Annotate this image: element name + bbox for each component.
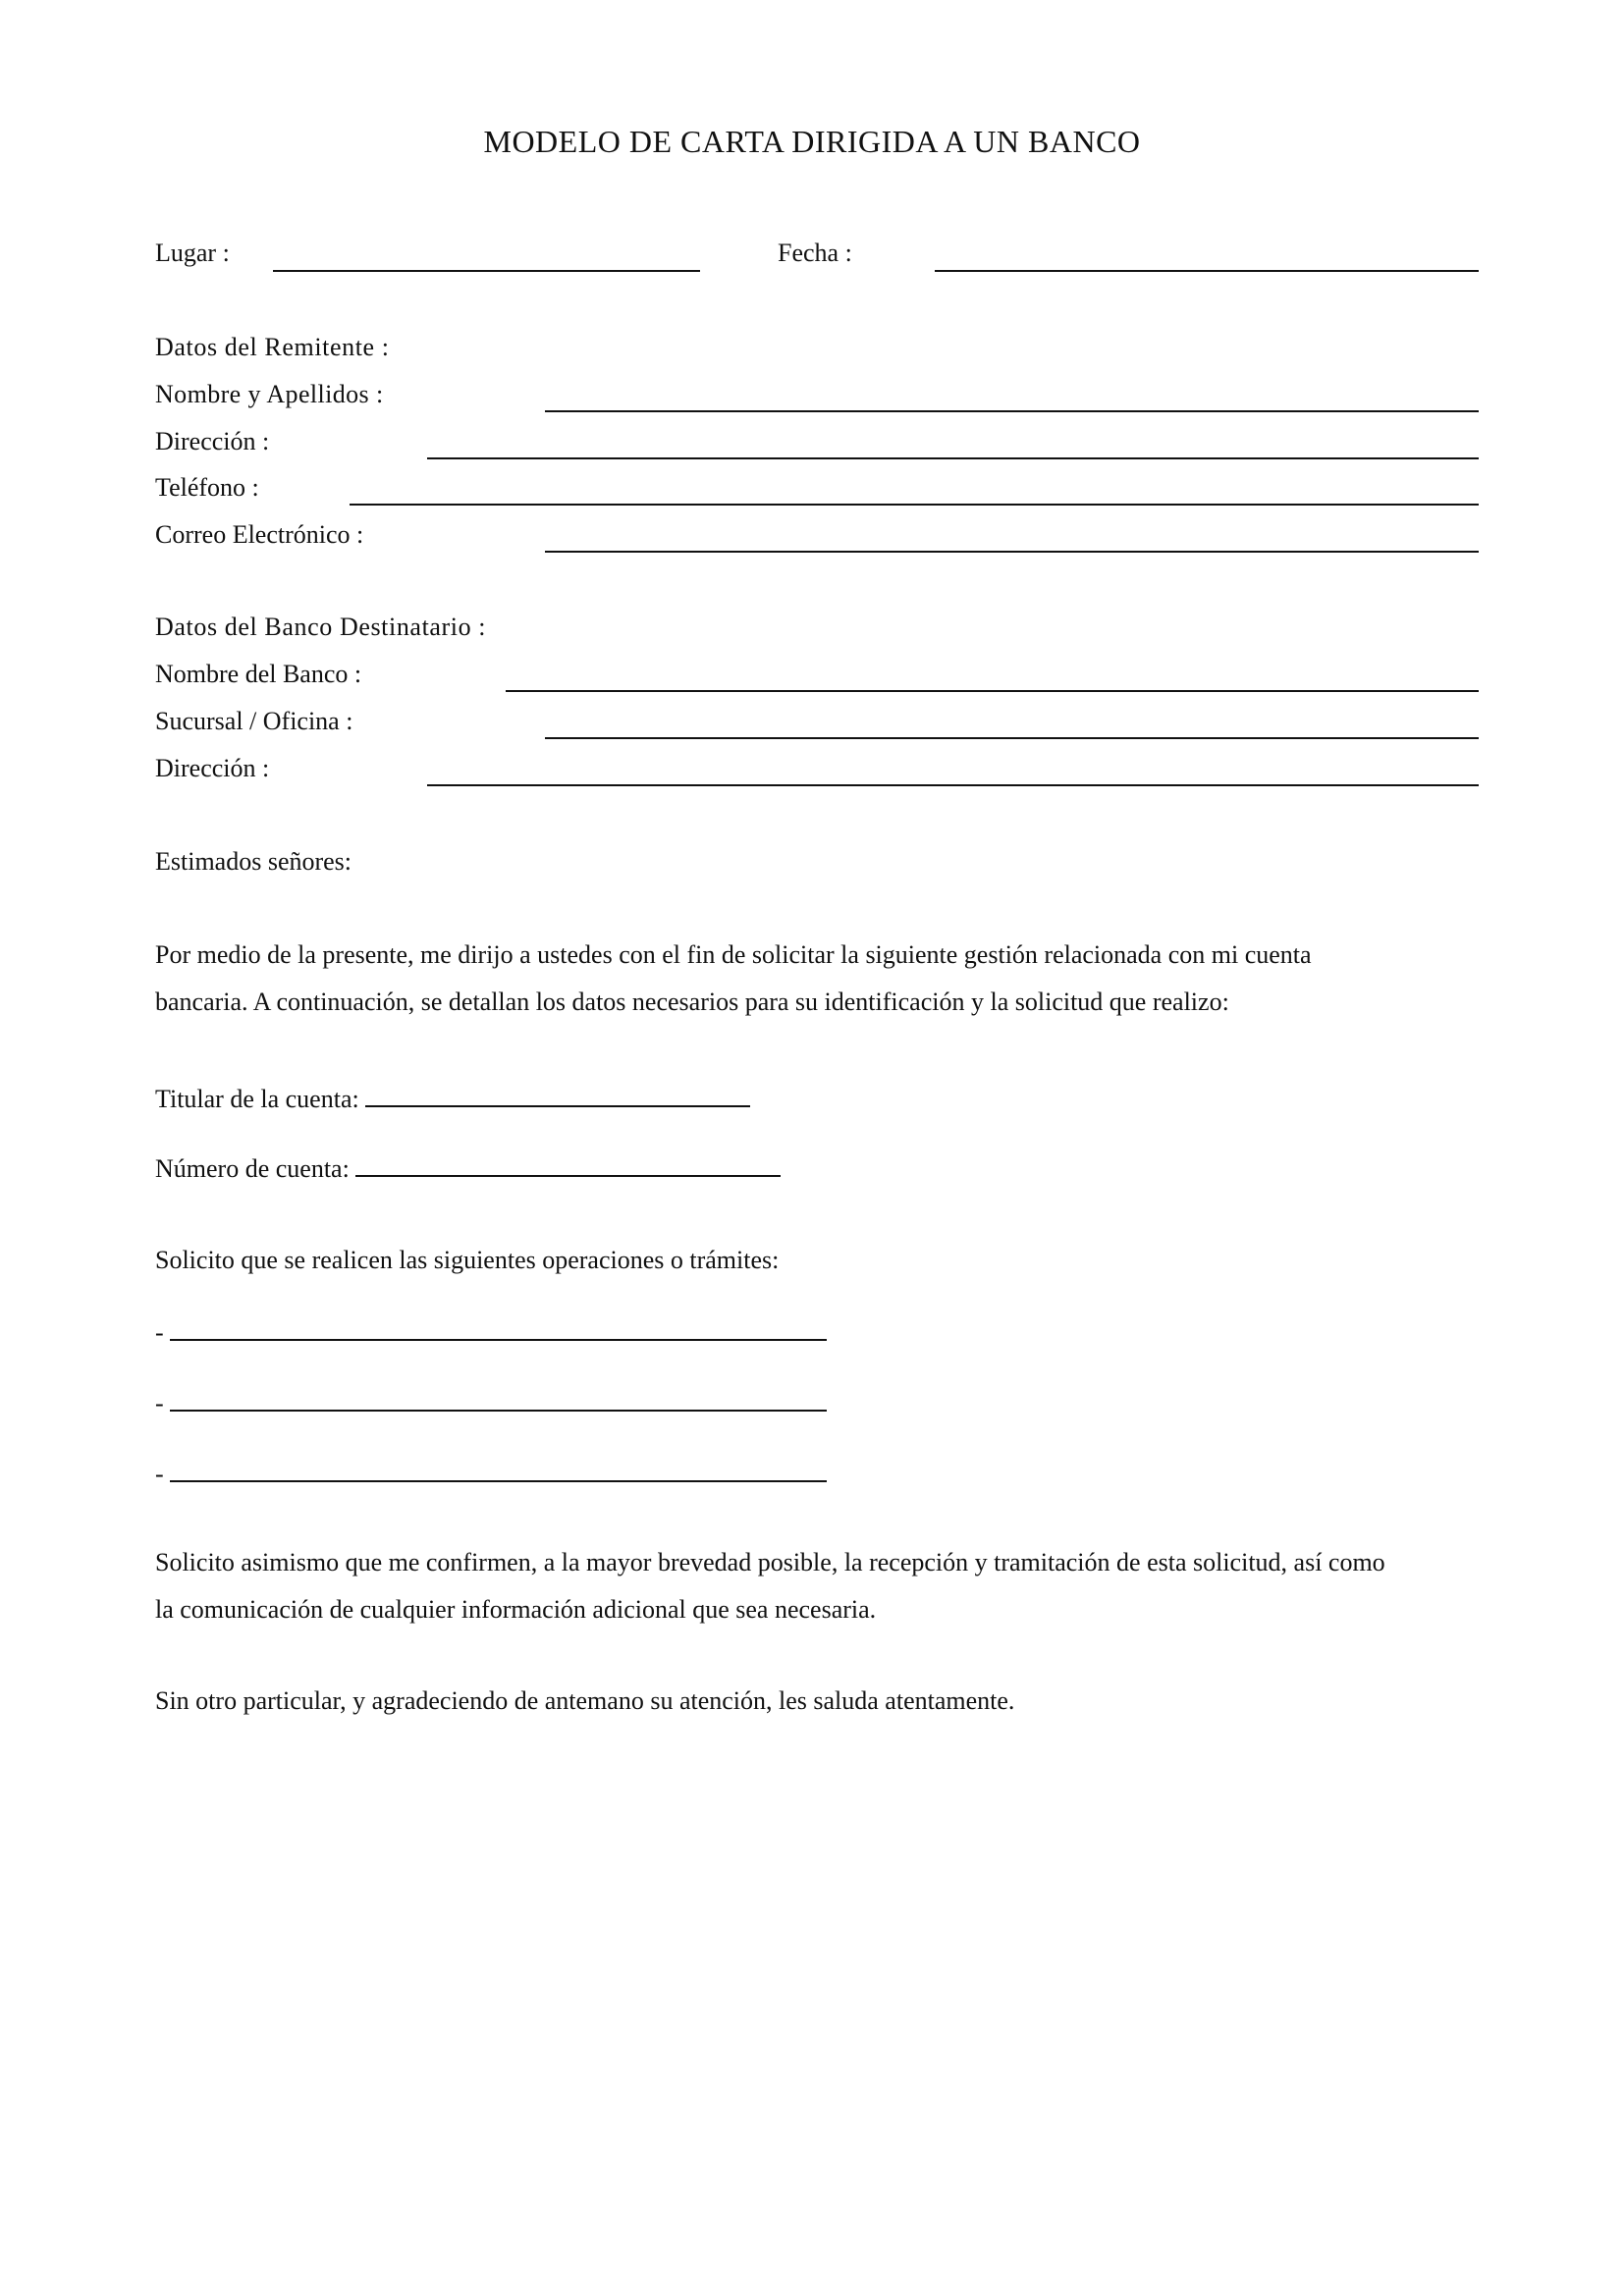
request-intro: Solicito que se realicen las siguientes operaciones o trámites: [155,1246,780,1274]
account-holder-label: Titular de la cuenta: [155,1085,359,1113]
request-field-2[interactable] [170,1388,827,1412]
account-holder-field[interactable] [365,1084,750,1107]
bank-name-label: Nombre del Banco : [155,660,362,688]
intro-line-1: Por medio de la presente, me dirijo a ustedes con el fin de solicitar la siguiente gestión relacionada con mi cuenta [155,940,1312,969]
bank-branch-label: Sucursal / Oficina : [155,707,353,735]
place-label: Lugar : [155,239,230,267]
document-title: MODELO DE CARTA DIRIGIDA A UN BANCO [483,124,1141,159]
sender-name-label: Nombre y Apellidos : [155,380,384,408]
place-field[interactable] [273,270,700,272]
request-item [155,1388,827,1416]
sender-address-label: Dirección : [155,427,270,455]
bank-address-label: Dirección : [155,754,270,782]
intro-paragraph [155,932,1481,1026]
request-field-1[interactable] [170,1317,827,1341]
request-field-3[interactable] [170,1459,827,1482]
sender-email-field[interactable] [545,551,1479,553]
bank-address-field[interactable] [427,784,1479,786]
date-field[interactable] [935,270,1479,272]
account-number-row [155,1153,781,1182]
confirm-line-2: la comunicación de cualquier información adicional que sea necesaria. [155,1595,877,1624]
account-number-field[interactable] [355,1153,781,1177]
bank-branch-field[interactable] [545,737,1479,739]
account-number-label: Número de cuenta: [155,1154,350,1183]
sender-section-label: Datos del Remitente : [155,333,390,361]
sender-name-field[interactable] [545,410,1479,412]
confirm-line-1: Solicito asimismo que me confirmen, a la mayor brevedad posible, la recepción y tramitación de esta solicitud, así como [155,1548,1385,1576]
account-holder-row [155,1084,750,1112]
greeting: Estimados señores: [155,847,352,876]
request-item [155,1317,827,1346]
closing: Sin otro particular, y agradeciendo de antemano su atención, les saluda atentamente. [155,1686,1015,1715]
request-dash: - [155,1460,164,1488]
confirm-paragraph [155,1539,1481,1633]
sender-phone-field[interactable] [350,504,1479,506]
bank-name-field[interactable] [506,690,1479,692]
request-dash: - [155,1318,164,1347]
date-label: Fecha : [778,239,852,267]
sender-phone-label: Teléfono : [155,473,259,502]
intro-line-2: bancaria. A continuación, se detallan los datos necesarios para su identificación y la solicitud que realizo: [155,988,1229,1016]
sender-address-field[interactable] [427,457,1479,459]
request-item [155,1459,827,1487]
request-dash: - [155,1389,164,1417]
bank-section-label: Datos del Banco Destinatario : [155,613,487,641]
sender-email-label: Correo Electrónico : [155,520,364,549]
